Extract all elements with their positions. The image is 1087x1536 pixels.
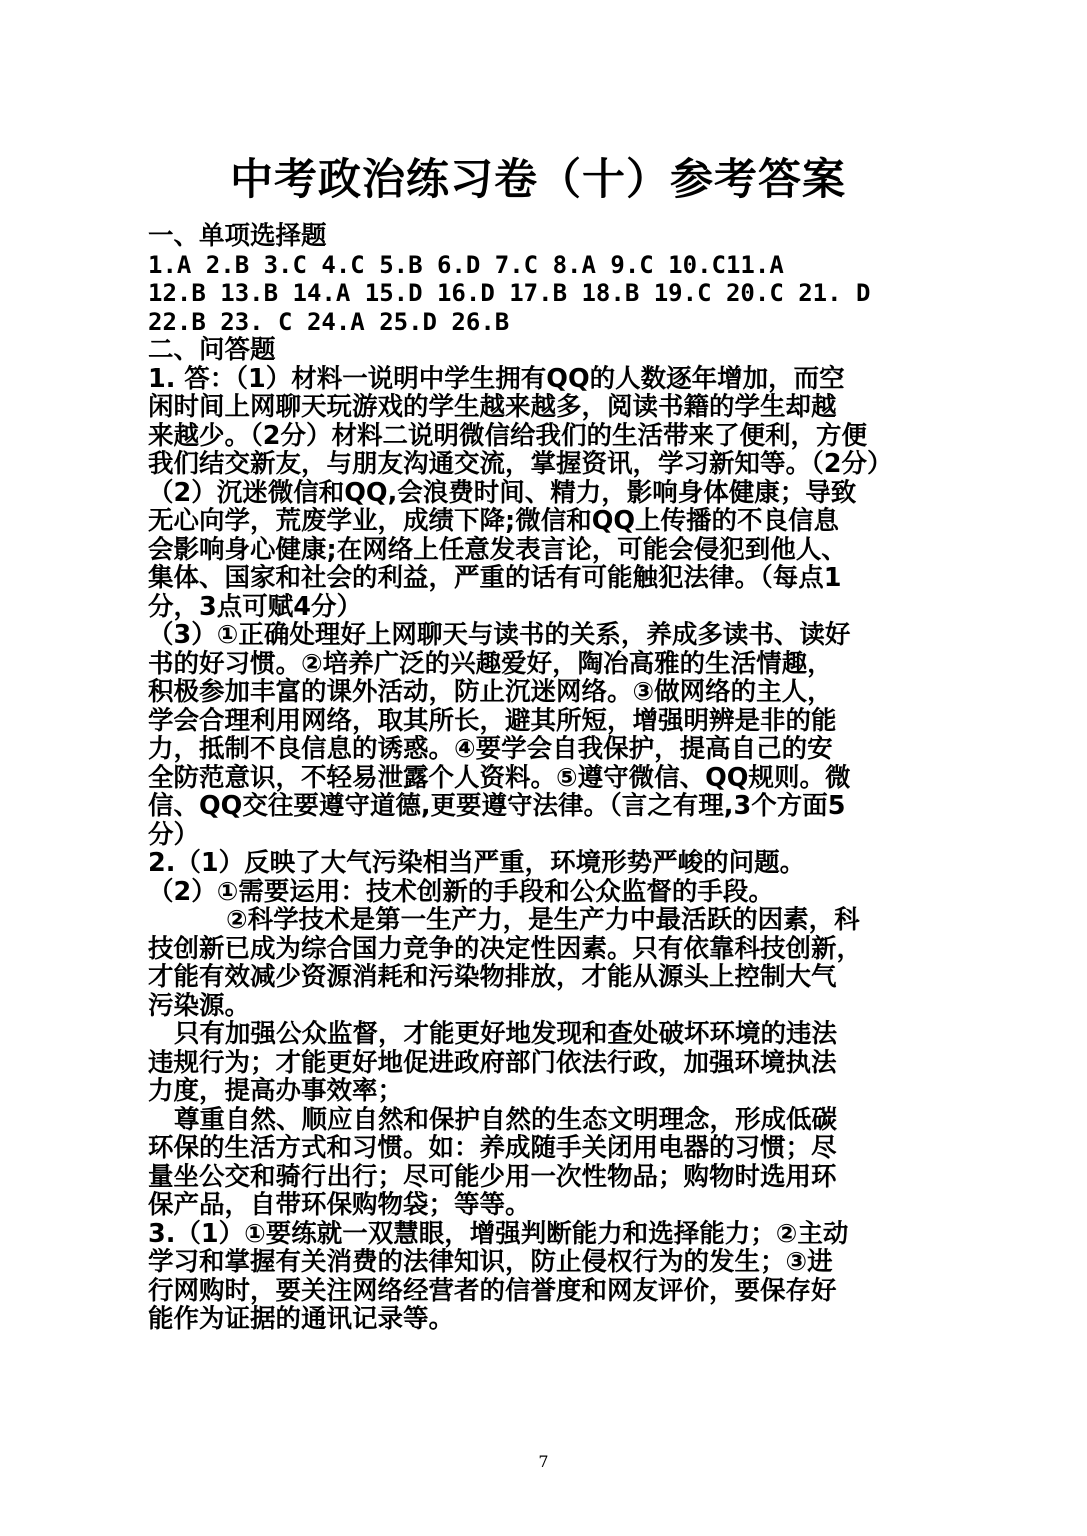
text-line: 书的好习惯。②培养广泛的兴趣爱好，陶冶高雅的生活情趣， xyxy=(148,648,833,679)
text-line: 闲时间上网聊天玩游戏的学生越来越多，阅读书籍的学生却越 xyxy=(148,392,837,422)
text-line: 环保的生活方式和习惯。如：养成随手关闭用电器的习惯；尽 xyxy=(148,1133,837,1163)
text-line: 行网购时，要关注网络经营者的信誉度和网友评价，要保存好 xyxy=(148,1275,837,1306)
question-3-answer xyxy=(148,1220,948,1334)
page-number: 7 xyxy=(538,1452,549,1471)
text-line: （2）①需要运用：技术创新的手段和公众监督的手段。 xyxy=(148,876,774,907)
answer-line: 22.B 23. C 24.A 25.D 26.B xyxy=(148,307,510,336)
text-line: 分） xyxy=(148,819,200,850)
text-line: ②科学技术是第一生产力，是生产力中最活跃的因素，科 xyxy=(226,905,860,935)
text-line: 尊重自然、顺应自然和保护自然的生态文明理念，形成低碳 xyxy=(174,1104,838,1135)
text-line: 污染源。 xyxy=(148,990,251,1021)
text-line: 保产品，自带环保购物袋；等等。 xyxy=(148,1190,531,1220)
text-line: 会影响身心健康;在网络上任意发表言论，可能会侵犯到他人、 xyxy=(148,534,847,565)
text-line: 量坐公交和骑行出行；尽可能少用一次性物品；购物时选用环 xyxy=(148,1161,837,1192)
text-line: 力度，提高办事效率； xyxy=(148,1076,404,1106)
section-multiple-choice xyxy=(148,222,948,336)
section-questions xyxy=(148,336,948,1334)
text-line: 学习和掌握有关消费的法律知识，防止侵权行为的发生；③进 xyxy=(148,1247,833,1277)
text-line: （3）①正确处理好上网聊天与读书的关系，养成多读书、读好 xyxy=(148,620,851,650)
question-2-answer xyxy=(148,849,948,1220)
text-line: 2.（1）反映了大气污染相当严重，环境形势严峻的问题。 xyxy=(148,848,806,878)
text-line: （2）沉迷微信和QQ,会浪费时间、精力，影响身体健康；导致 xyxy=(148,477,857,508)
section-heading: 二、问答题 xyxy=(148,335,276,365)
page-title: 中考政治练习卷（十）参考答案 xyxy=(230,155,846,205)
text-line: 信、QQ交往要遵守道德,更要遵守法律。（言之有理,3个方面5 xyxy=(148,791,846,821)
text-line: 来越少。（2分）材料二说明微信给我们的生活带来了便利，方便 xyxy=(148,420,867,451)
section-heading: 一、单项选择题 xyxy=(148,221,327,251)
answer-sheet xyxy=(148,150,948,1334)
text-line: 我们结交新友，与朋友沟通交流，掌握资讯，学习新知等。（2分） xyxy=(148,449,893,479)
text-line: 技创新已成为综合国力竞争的决定性因素。只有依靠科技创新， xyxy=(148,933,863,964)
text-line: 1. 答：（1）材料一说明中学生拥有QQ的人数逐年增加，而空 xyxy=(148,363,845,394)
question-1-answer xyxy=(148,365,948,850)
text-line: 积极参加丰富的课外活动，防止沉迷网络。③做网络的主人， xyxy=(148,677,833,707)
text-line: 全防范意识，不轻易泄露个人资料。⑤遵守微信、QQ规则。微 xyxy=(148,762,851,793)
answer-line: 12.B 13.B 14.A 15.D 16.D 17.B 18.B 19.C 20.C 21. D xyxy=(148,279,871,307)
text-line: 3.（1）①要练就一双慧眼，增强判断能力和选择能力；②主动 xyxy=(148,1218,849,1249)
text-line: 只有加强公众监督，才能更好地发现和查处破坏环境的违法 xyxy=(174,1019,838,1049)
text-line: 违规行为；才能更好地促进政府部门依法行政，加强环境执法 xyxy=(148,1047,837,1078)
answer-line: 1.A 2.B 3.C 4.C 5.B 6.D 7.C 8.A 9.C 10.C11.A xyxy=(148,250,784,279)
text-line: 才能有效减少资源消耗和污染物排放，才能从源头上控制大气 xyxy=(148,962,837,992)
text-line: 分，3点可赋4分） xyxy=(148,591,362,622)
text-line: 集体、国家和社会的利益，严重的话有可能触犯法律。（每点1 xyxy=(148,563,842,593)
text-line: 力，抵制不良信息的诱惑。④要学会自我保护，提高自己的安 xyxy=(148,734,833,764)
text-line: 无心向学，荒废学业，成绩下降;微信和QQ上传播的不良信息 xyxy=(148,506,840,536)
text-line: 能作为证据的通讯记录等。 xyxy=(148,1304,455,1334)
text-line: 学会合理利用网络，取其所长，避其所短，增强明辨是非的能 xyxy=(148,705,837,736)
